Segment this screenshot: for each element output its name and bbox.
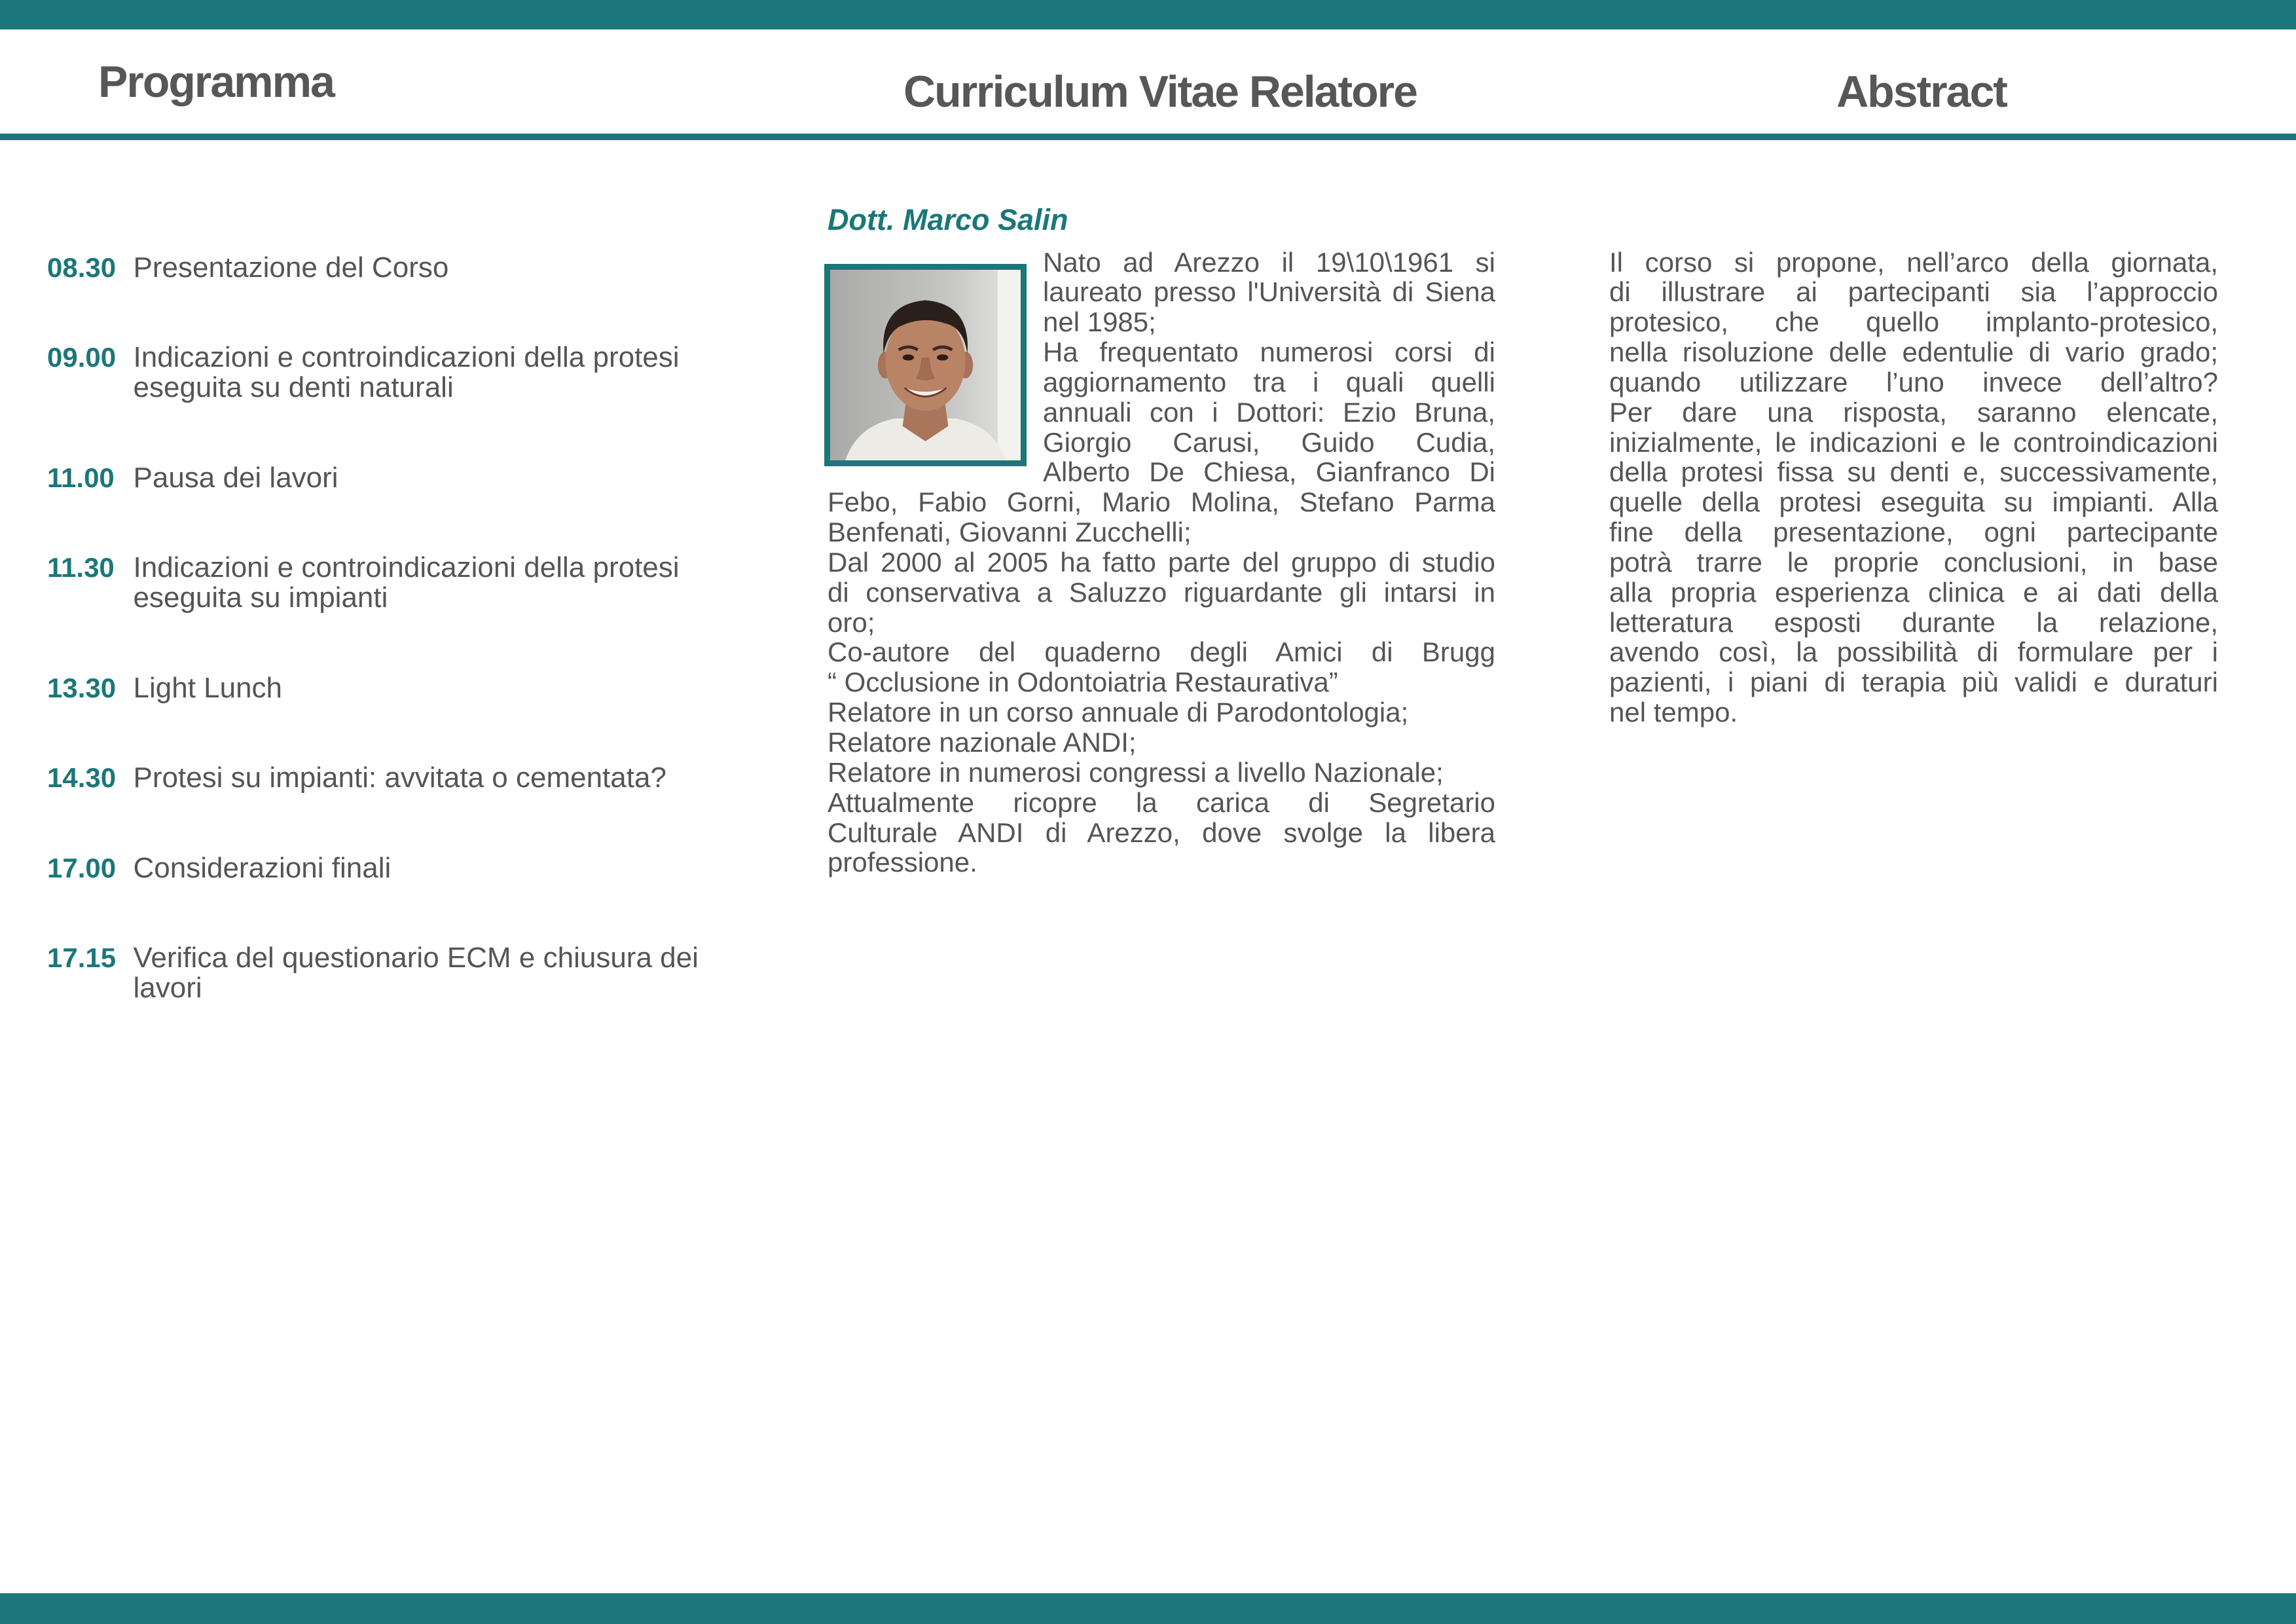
cv-paragraph [828,758,1495,788]
cv-line: Ha frequentato numerosi corsi di [1043,337,1495,368]
abstract-line: pazienti, i piani di terapia più validi e duraturi [1609,667,2218,698]
cv-line: Co-autore del quaderno degli Amici di Brugg [828,637,1495,668]
cv-paragraph [828,637,1495,697]
cv-line: Relatore in un corso annuale di Parodontologia; [828,697,1409,728]
program-item [47,253,728,283]
program-time: 17.15 [47,942,117,974]
abstract-line: protesico, che quello implanto-protesico, [1609,306,2218,338]
cv-line: Culturale ANDI di Arezzo, dove svolge la libera [828,817,1495,848]
portrait-image [830,270,1021,460]
abstract-body [1609,248,2218,728]
abstract-line: quando utilizzare l’uno invece dell’altro? [1609,366,2218,397]
cv-line: Relatore in numerosi congressi a livello Nazionale; [828,756,1444,788]
bottom-bar [0,1593,2296,1624]
abstract-line: Il corso si propone, nell’arco della giornata, [1609,246,2218,278]
cv-line: aggiornamento tra i quali quelli [1043,366,1495,397]
abstract-line: fine della presentazione, ogni partecipante [1609,517,2218,548]
cv-line: nel 1985; [1043,306,1156,338]
cv-paragraph [828,788,1495,878]
cv-line: di conservativa a Saluzzo riguardante gli intarsi in [828,576,1495,608]
cv-line: Relatore nazionale ANDI; [828,727,1137,758]
cv-paragraph [828,547,1495,638]
abstract-line: letteratura esposti durante la relazione, [1609,606,2218,638]
speaker-photo [824,264,1027,466]
abstract-line: Per dare una risposta, saranno elencate, [1609,396,2218,428]
cv-line: laureato presso l'Università di Siena [1043,276,1495,308]
cv-line: oro; [828,606,875,638]
program-item [47,853,728,883]
program-title: Presentazione del Corso [133,251,449,284]
program-time: 14.30 [47,762,117,794]
program-heading: Programma [98,57,334,107]
program-time: 09.00 [47,342,117,373]
abstract-line: nella risoluzione delle edentulie di vario grado; [1609,337,2218,368]
abstract-line: nel tempo. [1609,697,1738,728]
program-item [47,673,728,703]
cv-line: Nato ad Arezzo il 19\10\1961 si [1043,246,1495,278]
abstract-line: della protesi fissa su denti e, successivamente, [1609,456,2218,488]
abstract-line: di illustrare ai partecipanti sia l’approccio [1609,276,2218,308]
cv-line: Alberto De Chiesa, Gianfranco Di [1043,456,1495,488]
cv-line: Giorgio Carusi, Guido Cudia, [1043,426,1495,458]
program-item [47,943,728,1003]
cv-line: professione. [828,847,977,878]
program-title: Protesi su impianti: avvitata o cementata? [133,762,666,794]
program-item [47,463,728,493]
header-divider [0,134,2296,140]
abstract-line: alla propria esperienza clinica e ai dati della [1609,576,2218,608]
cv-paragraph [828,697,1495,728]
program-schedule [47,253,728,1003]
program-title: Pausa dei lavori [133,461,338,494]
cv-line: Dal 2000 al 2005 ha fatto parte del gruppo di studio [828,546,1495,578]
cv-line: annuali con i Dottori: Ezio Bruna, [1043,396,1495,428]
program-time: 13.30 [47,672,117,703]
abstract-line: avendo così, la possibilità di formulare per i [1609,637,2218,668]
abstract-line: quelle della protesi eseguita su impianti. Alla [1609,487,2218,518]
program-item [47,342,728,403]
program-title: Indicazioni e controindicazioni della protesi eseguita su denti naturali [133,341,680,404]
cv-line: Benfenati, Giovanni Zucchelli; [828,517,1192,548]
cv-line: “ Occlusione in Odontoiatria Restaurativa” [828,667,1338,698]
program-item [47,553,728,613]
program-title: Indicazioni e controindicazioni della protesi eseguita su impianti [133,551,680,614]
cv-line: Attualmente ricopre la carica di Segretario [828,786,1495,818]
cv-paragraph [828,728,1495,758]
program-title: Light Lunch [133,671,283,704]
program-title: Considerazioni finali [133,851,392,884]
program-time: 17.00 [47,852,117,883]
abstract-line: inizialmente, le indicazioni e le controindicazioni [1609,426,2218,458]
program-time: 11.00 [47,462,115,493]
top-bar [0,0,2296,29]
speaker-name: Dott. Marco Salin [828,203,1068,236]
abstract-line: potrà trarre le proprie conclusioni, in base [1609,546,2218,578]
program-time: 08.30 [47,252,117,283]
program-time: 11.30 [47,552,115,583]
cv-body [828,248,1495,878]
cv-line: Febo, Fabio Gorni, Mario Molina, Stefano Parma [828,487,1495,518]
cv-heading: Curriculum Vitae Relatore [903,67,1417,117]
abstract-heading: Abstract [1836,67,2007,117]
program-item [47,763,728,793]
program-title: Verifica del questionario ECM e chiusura dei lavori [133,942,699,1004]
